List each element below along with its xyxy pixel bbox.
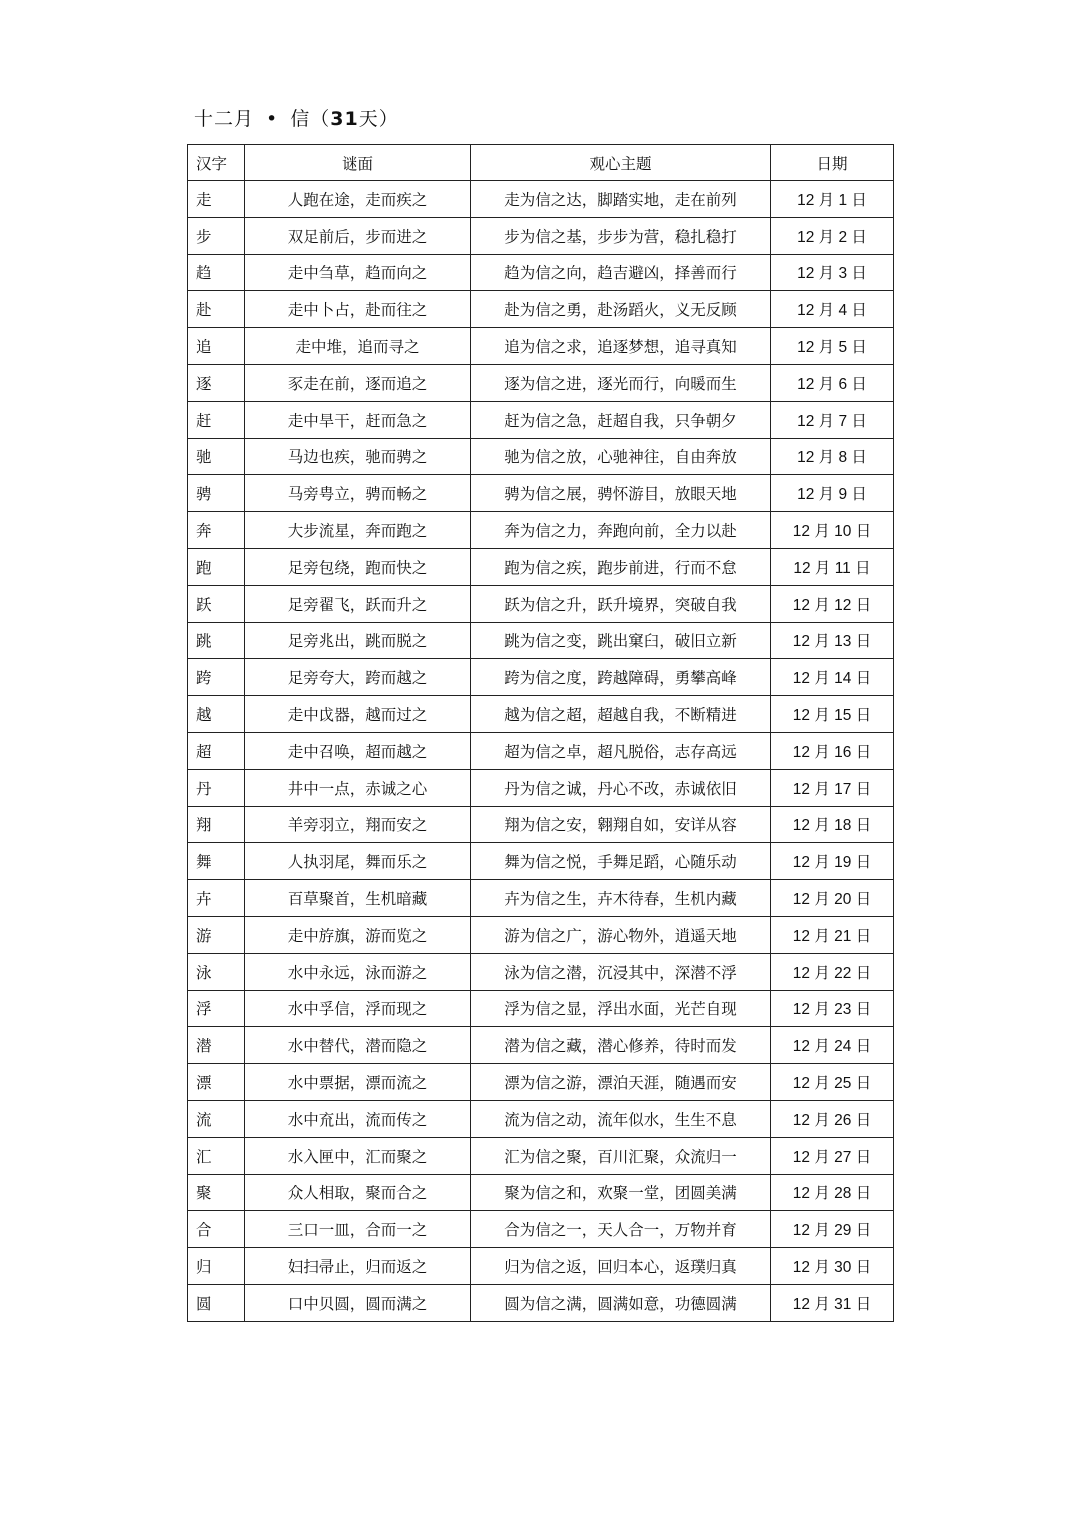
- cell-date: 12 月 1 日: [771, 181, 894, 218]
- table-row: [188, 364, 894, 401]
- cell-riddle: 马边也疾，驰而骋之: [245, 438, 471, 475]
- cell-theme: 跳为信之变，跳出窠臼，破旧立新: [471, 622, 771, 659]
- cell-theme: 合为信之一，天人合一，万物并育: [471, 1211, 771, 1248]
- cell-riddle: 豕走在前，逐而追之: [245, 364, 471, 401]
- cell-date: 12 月 23 日: [771, 990, 894, 1027]
- cell-riddle: 妇扫帚止，归而返之: [245, 1248, 471, 1285]
- cell-date: 12 月 19 日: [771, 843, 894, 880]
- cell-date: 12 月 31 日: [771, 1284, 894, 1321]
- title-days-unit: 天）: [358, 108, 399, 130]
- table-row: [188, 1137, 894, 1174]
- table-row: [188, 1248, 894, 1285]
- table-row: [188, 438, 894, 475]
- header-theme: 观心主题: [471, 145, 771, 181]
- table-row: [188, 328, 894, 365]
- cell-char: 逐: [188, 364, 245, 401]
- cell-char: 超: [188, 732, 245, 769]
- cell-theme: 奔为信之力，奔跑向前，全力以赴: [471, 512, 771, 549]
- cell-char: 游: [188, 916, 245, 953]
- cell-theme: 越为信之超，超越自我，不断精进: [471, 696, 771, 733]
- cell-theme: 舞为信之悦，手舞足蹈，心随乐动: [471, 843, 771, 880]
- cell-date: 12 月 24 日: [771, 1027, 894, 1064]
- cell-date: 12 月 8 日: [771, 438, 894, 475]
- cell-riddle: 走中刍草，趋而向之: [245, 254, 471, 291]
- cell-riddle: 足旁翟飞，跃而升之: [245, 585, 471, 622]
- table-row: [188, 1174, 894, 1211]
- cell-date: 12 月 16 日: [771, 732, 894, 769]
- cell-date: 12 月 9 日: [771, 475, 894, 512]
- cell-theme: 归为信之返，回归本心，返璞归真: [471, 1248, 771, 1285]
- cell-riddle: 走中戉器，越而过之: [245, 696, 471, 733]
- cell-char: 漂: [188, 1064, 245, 1101]
- table-row: [188, 1211, 894, 1248]
- cell-theme: 圆为信之满，圆满如意，功德圆满: [471, 1284, 771, 1321]
- table-row: [188, 990, 894, 1027]
- cell-char: 合: [188, 1211, 245, 1248]
- table-row: [188, 622, 894, 659]
- cell-theme: 赶为信之急，赶超自我，只争朝夕: [471, 401, 771, 438]
- table-row: [188, 696, 894, 733]
- cell-char: 步: [188, 217, 245, 254]
- table-row: [188, 585, 894, 622]
- table-row: [188, 181, 894, 218]
- title-word: 信（: [290, 108, 331, 130]
- cell-riddle: 走中堆，追而寻之: [245, 328, 471, 365]
- cell-riddle: 水中㐬出，流而传之: [245, 1100, 471, 1137]
- cell-date: 12 月 5 日: [771, 328, 894, 365]
- cell-riddle: 足旁兆出，跳而脱之: [245, 622, 471, 659]
- table-row: [188, 1284, 894, 1321]
- cell-theme: 聚为信之和，欢聚一堂，团圆美满: [471, 1174, 771, 1211]
- cell-riddle: 井中一点，赤诚之心: [245, 769, 471, 806]
- cell-theme: 潜为信之藏，潜心修养，待时而发: [471, 1027, 771, 1064]
- cell-riddle: 双足前后，步而进之: [245, 217, 471, 254]
- cell-date: 12 月 11 日: [771, 548, 894, 585]
- cell-theme: 流为信之动，流年似水，生生不息: [471, 1100, 771, 1137]
- cell-date: 12 月 22 日: [771, 953, 894, 990]
- table-row: [188, 732, 894, 769]
- cell-char: 奔: [188, 512, 245, 549]
- table-row: [188, 1064, 894, 1101]
- cell-char: 跨: [188, 659, 245, 696]
- cell-char: 追: [188, 328, 245, 365]
- cell-theme: 逐为信之进，逐光而行，向暖而生: [471, 364, 771, 401]
- table-row: [188, 953, 894, 990]
- cell-riddle: 百草聚首，生机暗藏: [245, 880, 471, 917]
- cell-riddle: 羊旁羽立，翔而安之: [245, 806, 471, 843]
- table-body: [188, 181, 894, 1322]
- cell-riddle: 众人相取，聚而合之: [245, 1174, 471, 1211]
- cell-riddle: 水中票据，漂而流之: [245, 1064, 471, 1101]
- cell-char: 骋: [188, 475, 245, 512]
- table-row: [188, 843, 894, 880]
- cell-char: 汇: [188, 1137, 245, 1174]
- cell-theme: 丹为信之诚，丹心不改，赤诚依旧: [471, 769, 771, 806]
- cell-date: 12 月 15 日: [771, 696, 894, 733]
- cell-char: 圆: [188, 1284, 245, 1321]
- header-riddle: 谜面: [245, 145, 471, 181]
- cell-date: 12 月 18 日: [771, 806, 894, 843]
- cell-riddle: 人跑在途，走而疾之: [245, 181, 471, 218]
- title-month: 十二月: [194, 108, 255, 130]
- table-row: [188, 806, 894, 843]
- cell-riddle: 走中卜占，赴而往之: [245, 291, 471, 328]
- table-row: [188, 254, 894, 291]
- table-row: [188, 291, 894, 328]
- cell-char: 驰: [188, 438, 245, 475]
- page-title: [194, 104, 399, 134]
- cell-theme: 汇为信之聚，百川汇聚，众流归一: [471, 1137, 771, 1174]
- cell-riddle: 足旁包绕，跑而快之: [245, 548, 471, 585]
- cell-theme: 跃为信之升，跃升境界，突破自我: [471, 585, 771, 622]
- header-char: 汉字: [188, 145, 245, 181]
- cell-date: 12 月 3 日: [771, 254, 894, 291]
- cell-date: 12 月 26 日: [771, 1100, 894, 1137]
- cell-char: 归: [188, 1248, 245, 1285]
- table-row: [188, 401, 894, 438]
- table-row: [188, 659, 894, 696]
- cell-riddle: 马旁甹立，骋而畅之: [245, 475, 471, 512]
- cell-date: 12 月 25 日: [771, 1064, 894, 1101]
- cell-date: 12 月 13 日: [771, 622, 894, 659]
- cell-char: 趋: [188, 254, 245, 291]
- cell-char: 潜: [188, 1027, 245, 1064]
- table-row: [188, 548, 894, 585]
- cell-theme: 驰为信之放，心驰神往，自由奔放: [471, 438, 771, 475]
- table-row: [188, 880, 894, 917]
- cell-theme: 漂为信之游，漂泊天涯，随遇而安: [471, 1064, 771, 1101]
- cell-date: 12 月 7 日: [771, 401, 894, 438]
- header-date: 日期: [771, 145, 894, 181]
- cell-theme: 跨为信之度，跨越障碍，勇攀高峰: [471, 659, 771, 696]
- cell-date: 12 月 17 日: [771, 769, 894, 806]
- cell-char: 翔: [188, 806, 245, 843]
- title-separator: •: [266, 108, 279, 130]
- table-row: [188, 217, 894, 254]
- cell-char: 卉: [188, 880, 245, 917]
- table-header-row: [188, 145, 894, 181]
- cell-riddle: 人执羽尾，舞而乐之: [245, 843, 471, 880]
- cell-riddle: 水中替代，潜而隐之: [245, 1027, 471, 1064]
- cell-date: 12 月 6 日: [771, 364, 894, 401]
- table-row: [188, 1100, 894, 1137]
- calendar-table: [187, 144, 894, 1322]
- cell-char: 丹: [188, 769, 245, 806]
- table-row: [188, 475, 894, 512]
- cell-date: 12 月 12 日: [771, 585, 894, 622]
- cell-theme: 赴为信之勇，赴汤蹈火，义无反顾: [471, 291, 771, 328]
- cell-char: 赶: [188, 401, 245, 438]
- cell-date: 12 月 27 日: [771, 1137, 894, 1174]
- cell-date: 12 月 2 日: [771, 217, 894, 254]
- cell-theme: 走为信之达，脚踏实地，走在前列: [471, 181, 771, 218]
- cell-theme: 翔为信之安，翱翔自如，安详从容: [471, 806, 771, 843]
- cell-char: 走: [188, 181, 245, 218]
- cell-theme: 超为信之卓，超凡脱俗，志存高远: [471, 732, 771, 769]
- cell-char: 跃: [188, 585, 245, 622]
- cell-riddle: 走中旱干，赶而急之: [245, 401, 471, 438]
- cell-theme: 游为信之广，游心物外，逍遥天地: [471, 916, 771, 953]
- cell-date: 12 月 28 日: [771, 1174, 894, 1211]
- cell-theme: 浮为信之显，浮出水面，光芒自现: [471, 990, 771, 1027]
- cell-theme: 步为信之基，步步为营，稳扎稳打: [471, 217, 771, 254]
- cell-date: 12 月 29 日: [771, 1211, 894, 1248]
- cell-riddle: 足旁夸大，跨而越之: [245, 659, 471, 696]
- cell-char: 聚: [188, 1174, 245, 1211]
- cell-char: 赴: [188, 291, 245, 328]
- cell-char: 流: [188, 1100, 245, 1137]
- cell-char: 泳: [188, 953, 245, 990]
- cell-theme: 骋为信之展，骋怀游目，放眼天地: [471, 475, 771, 512]
- table-row: [188, 769, 894, 806]
- cell-theme: 跑为信之疾，跑步前进，行而不怠: [471, 548, 771, 585]
- cell-theme: 趋为信之向，趋吉避凶，择善而行: [471, 254, 771, 291]
- cell-riddle: 三口一皿，合而一之: [245, 1211, 471, 1248]
- cell-date: 12 月 21 日: [771, 916, 894, 953]
- cell-char: 越: [188, 696, 245, 733]
- cell-riddle: 走中召唤，超而越之: [245, 732, 471, 769]
- cell-riddle: 口中贝圆，圆而满之: [245, 1284, 471, 1321]
- cell-riddle: 走中斿旗，游而览之: [245, 916, 471, 953]
- cell-riddle: 水中孚信，浮而现之: [245, 990, 471, 1027]
- cell-date: 12 月 30 日: [771, 1248, 894, 1285]
- table-row: [188, 916, 894, 953]
- cell-theme: 追为信之求，追逐梦想，追寻真知: [471, 328, 771, 365]
- cell-char: 跳: [188, 622, 245, 659]
- cell-theme: 卉为信之生，卉木待春，生机内藏: [471, 880, 771, 917]
- cell-char: 跑: [188, 548, 245, 585]
- cell-riddle: 大步流星，奔而跑之: [245, 512, 471, 549]
- cell-date: 12 月 14 日: [771, 659, 894, 696]
- cell-riddle: 水中永远，泳而游之: [245, 953, 471, 990]
- cell-date: 12 月 10 日: [771, 512, 894, 549]
- cell-char: 舞: [188, 843, 245, 880]
- title-days-number: 31: [330, 108, 359, 130]
- cell-date: 12 月 4 日: [771, 291, 894, 328]
- cell-date: 12 月 20 日: [771, 880, 894, 917]
- table-row: [188, 512, 894, 549]
- table-row: [188, 1027, 894, 1064]
- cell-theme: 泳为信之潜，沉浸其中，深潜不浮: [471, 953, 771, 990]
- cell-char: 浮: [188, 990, 245, 1027]
- cell-riddle: 水入匣中，汇而聚之: [245, 1137, 471, 1174]
